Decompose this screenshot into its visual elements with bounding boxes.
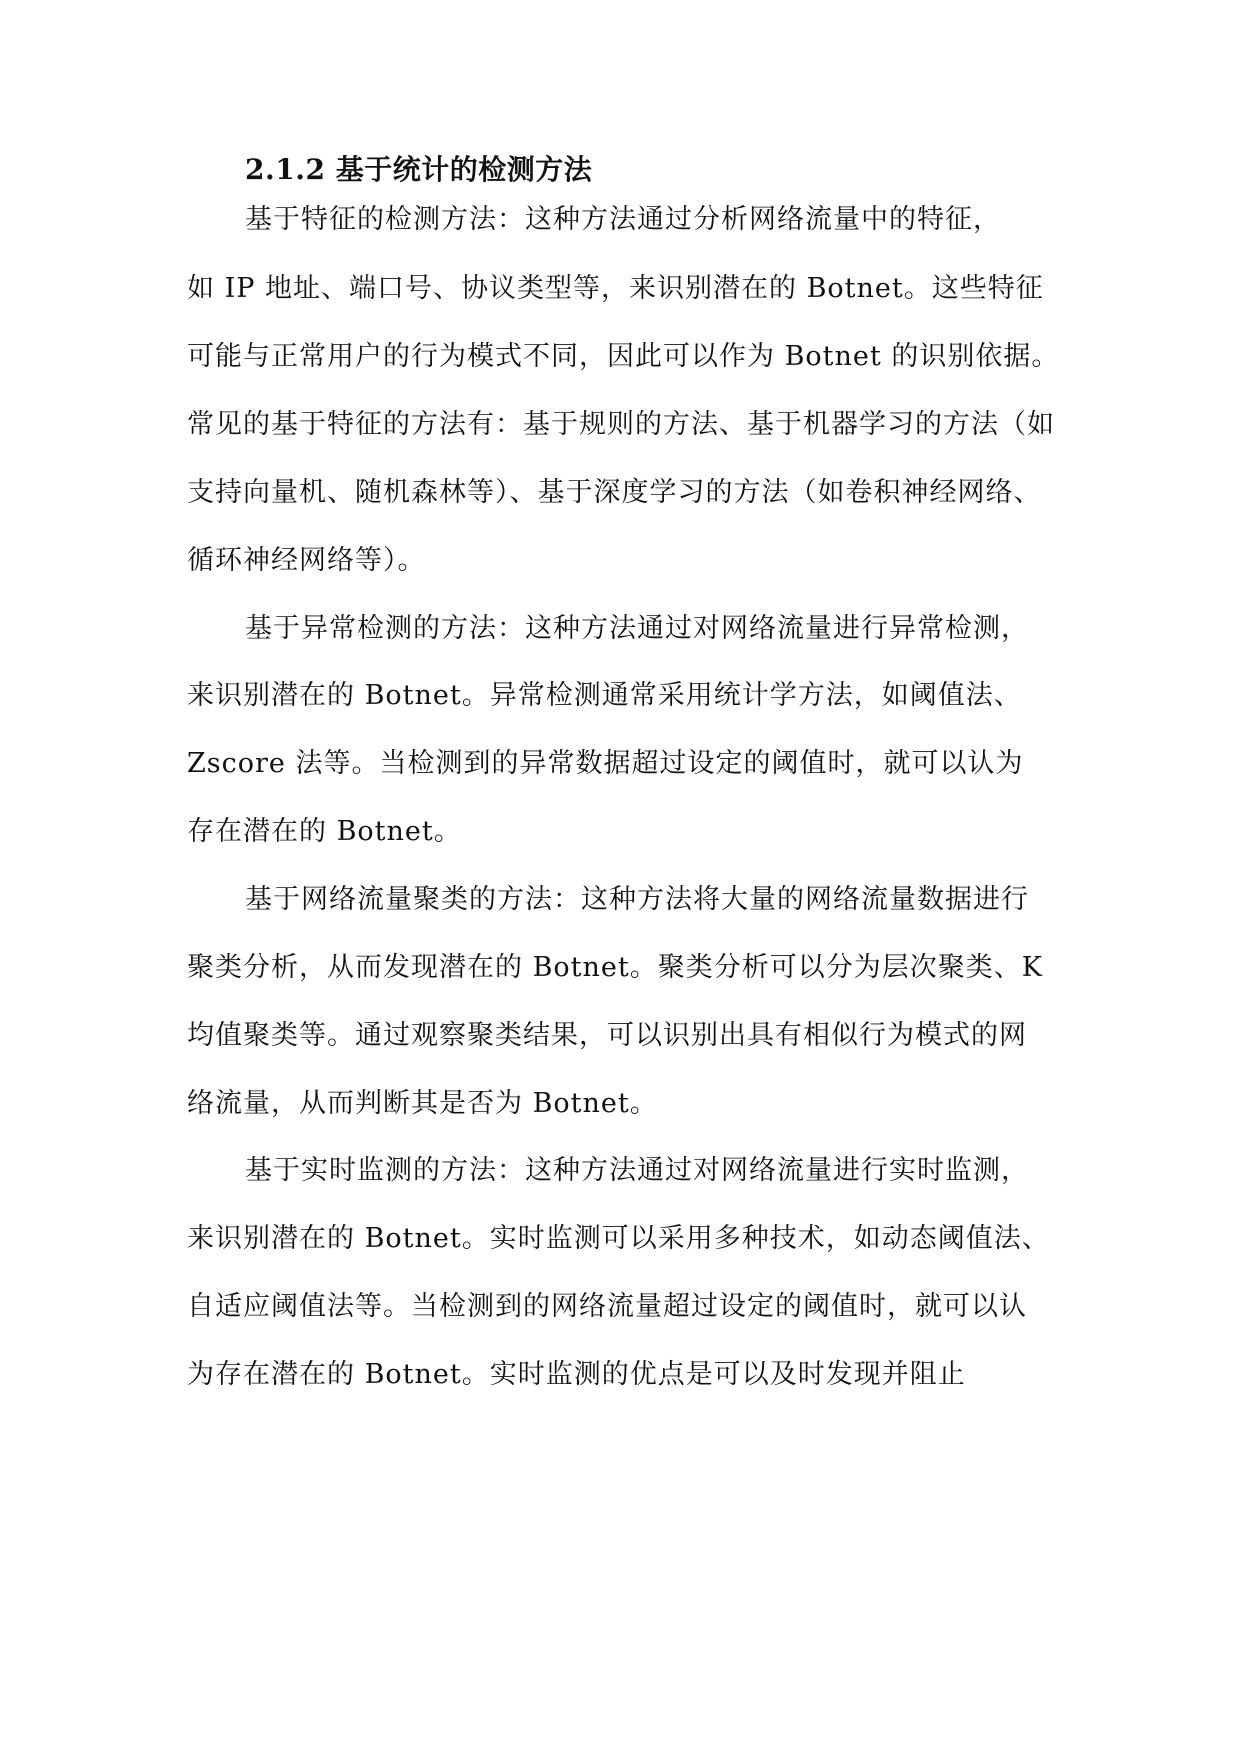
paragraph-line: 来识别潜在的 Botnet。异常检测通常采用统计学方法，如阈值法、 [187,680,1022,711]
paragraph-line: 络流量，从而判断其是否为 Botnet。 [187,1088,658,1119]
paragraph-line: 来识别潜在的 Botnet。实时监测可以采用多种技术，如动态阈值法、 [187,1223,1050,1254]
paragraph-line: 常见的基于特征的方法有：基于规则的方法、基于机器学习的方法（如 [187,409,1055,440]
paragraph-line: 聚类分析，从而发现潜在的 Botnet。聚类分析可以分为层次聚类、K [187,952,1043,983]
paragraph-line: 基于实时监测的方法：这种方法通过对网络流量进行实时监测， [245,1155,1029,1186]
paragraph-line: 循环神经网络等）。 [187,545,426,576]
paragraph-line: 为存在潜在的 Botnet。实时监测的优点是可以及时发现并阻止 [187,1359,966,1390]
paragraph-line: 均值聚类等。通过观察聚类结果，可以识别出具有相似行为模式的网 [187,1020,1027,1051]
paragraph-line: 可能与正常用户的行为模式不同，因此可以作为 Botnet 的识别依据。 [187,341,1060,372]
paragraph-line: 基于网络流量聚类的方法：这种方法将大量的网络流量数据进行 [245,884,1029,915]
paragraph-line: Zscore 法等。当检测到的异常数据超过设定的阈值时，就可以认为 [187,748,1024,779]
paragraph-line: 自适应阈值法等。当检测到的网络流量超过设定的阈值时，就可以认 [187,1291,1027,1322]
paragraph-line: 支持向量机、随机森林等）、基于深度学习的方法（如卷积神经网络、 [187,477,1042,508]
paragraph-line: 基于特征的检测方法：这种方法通过分析网络流量中的特征， [245,204,1001,235]
paragraph-line: 如 IP 地址、端口号、协议类型等，来识别潜在的 Botnet。这些特征 [187,273,1044,304]
paragraph-line: 存在潜在的 Botnet。 [187,816,462,847]
section-heading: 2.1.2 基于统计的检测方法 [245,153,593,186]
paragraph-line: 基于异常检测的方法：这种方法通过对网络流量进行异常检测， [245,613,1029,644]
